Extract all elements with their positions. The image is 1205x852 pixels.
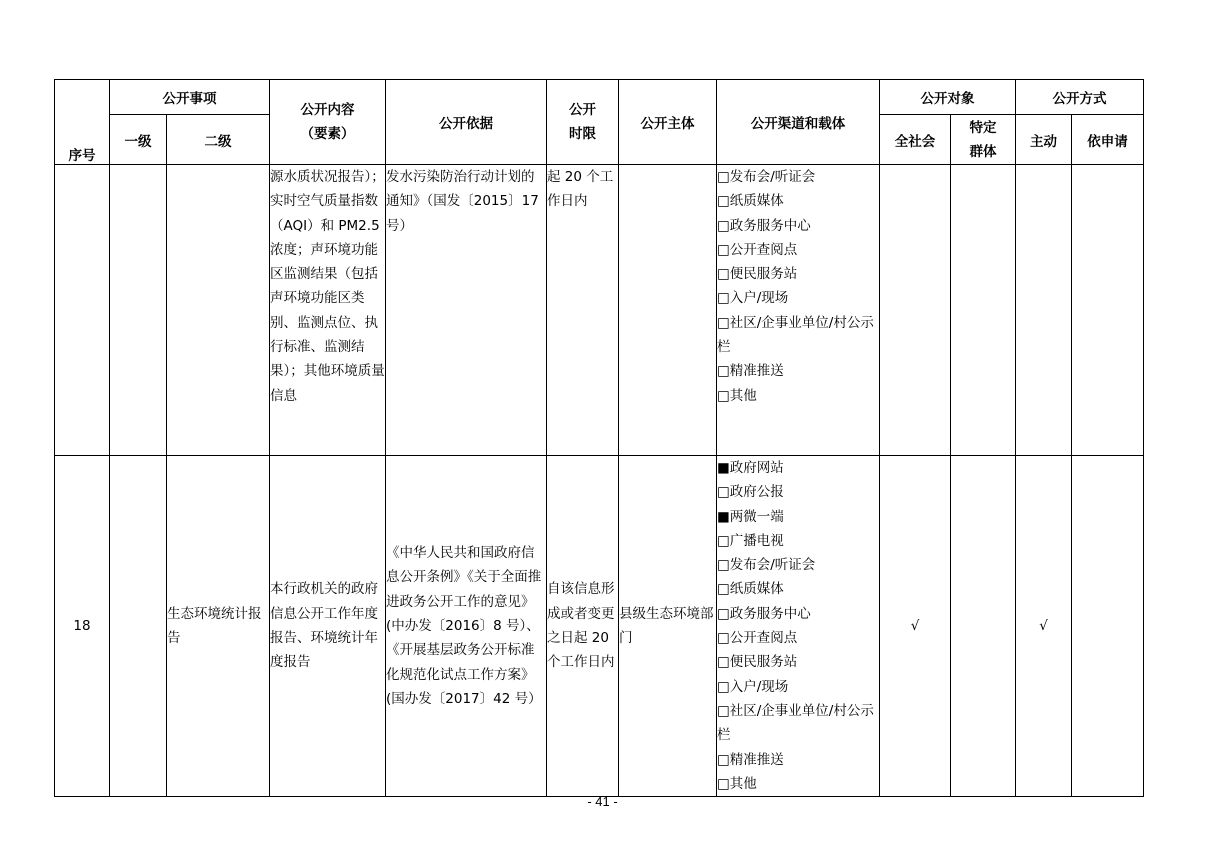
cell-subject xyxy=(619,165,717,456)
cell-time-limit: 自该信息形成或者变更之日起 20 个工作日内 xyxy=(547,456,619,797)
header-level1: 一级 xyxy=(110,115,167,165)
header-method-group: 公开方式 xyxy=(1016,80,1144,115)
cell-level1 xyxy=(110,456,167,797)
cell-basis: 发水污染防治行动计划的通知》（国发〔2015〕17 号） xyxy=(386,165,547,456)
cell-channels: □发布会/听证会 □纸质媒体 □政务服务中心 □公开查阅点 □便民服务站 □入户/现场 □社区/企事业单位/村公示栏 □精准推送 □其他 xyxy=(717,165,880,456)
cell-content: 源水质状况报告）；实时空气质量指数（AQI）和 PM2.5浓度；声环境功能区监测结果（包括声环境功能区类别、监测点位、执行标准、监测结果）；其他环境质量信息 xyxy=(270,165,386,456)
cell-specific-group xyxy=(951,456,1016,797)
cell-on-request xyxy=(1072,456,1144,797)
header-seq: 序号 xyxy=(55,80,110,165)
header-time-limit: 公开 时限 xyxy=(547,80,619,165)
cell-all-society: √ xyxy=(880,456,951,797)
cell-content: 本行政机关的政府信息公开工作年度报告、环境统计年度报告 xyxy=(270,456,386,797)
header-on-request: 依申请 xyxy=(1072,115,1144,165)
header-specific-group: 特定 群体 xyxy=(951,115,1016,165)
header-row-1 xyxy=(55,80,1144,115)
header-basis: 公开依据 xyxy=(386,80,547,165)
header-subject: 公开主体 xyxy=(619,80,717,165)
cell-basis: 《中华人民共和国政府信息公开条例》《关于全面推进政务公开工作的意见》(中办发〔2016〕8 号）、《开展基层政务公开标准化规范化试点工作方案》(国办发〔2017〕42 号） xyxy=(386,456,547,797)
disclosure-table xyxy=(54,79,1144,797)
cell-channels: ■政府网站 □政府公报 ■两微一端 □广播电视 □发布会/听证会 □纸质媒体 □政务服务中心 □公开查阅点 □便民服务站 □入户/现场 □社区/企事业单位/村公示栏 □精准推送 □其他 xyxy=(717,456,880,797)
page-number: - 41 - xyxy=(587,794,618,809)
header-content: 公开内容 （要素） xyxy=(270,80,386,165)
cell-subject: 县级生态环境部门 xyxy=(619,456,717,797)
cell-seq xyxy=(55,165,110,456)
header-level2: 二级 xyxy=(167,115,270,165)
cell-level1 xyxy=(110,165,167,456)
table-row xyxy=(55,165,1144,456)
cell-seq: 18 xyxy=(55,456,110,797)
cell-active xyxy=(1016,165,1072,456)
header-all-society: 全社会 xyxy=(880,115,951,165)
cell-all-society xyxy=(880,165,951,456)
cell-on-request xyxy=(1072,165,1144,456)
cell-active: √ xyxy=(1016,456,1072,797)
cell-time-limit: 起 20 个工作日内 xyxy=(547,165,619,456)
cell-level2: 生态环境统计报告 xyxy=(167,456,270,797)
header-target-group: 公开对象 xyxy=(880,80,1016,115)
table-row xyxy=(55,456,1144,797)
cell-specific-group xyxy=(951,165,1016,456)
header-active: 主动 xyxy=(1016,115,1072,165)
cell-level2 xyxy=(167,165,270,456)
header-channels: 公开渠道和载体 xyxy=(717,80,880,165)
header-item-group: 公开事项 xyxy=(110,80,270,115)
